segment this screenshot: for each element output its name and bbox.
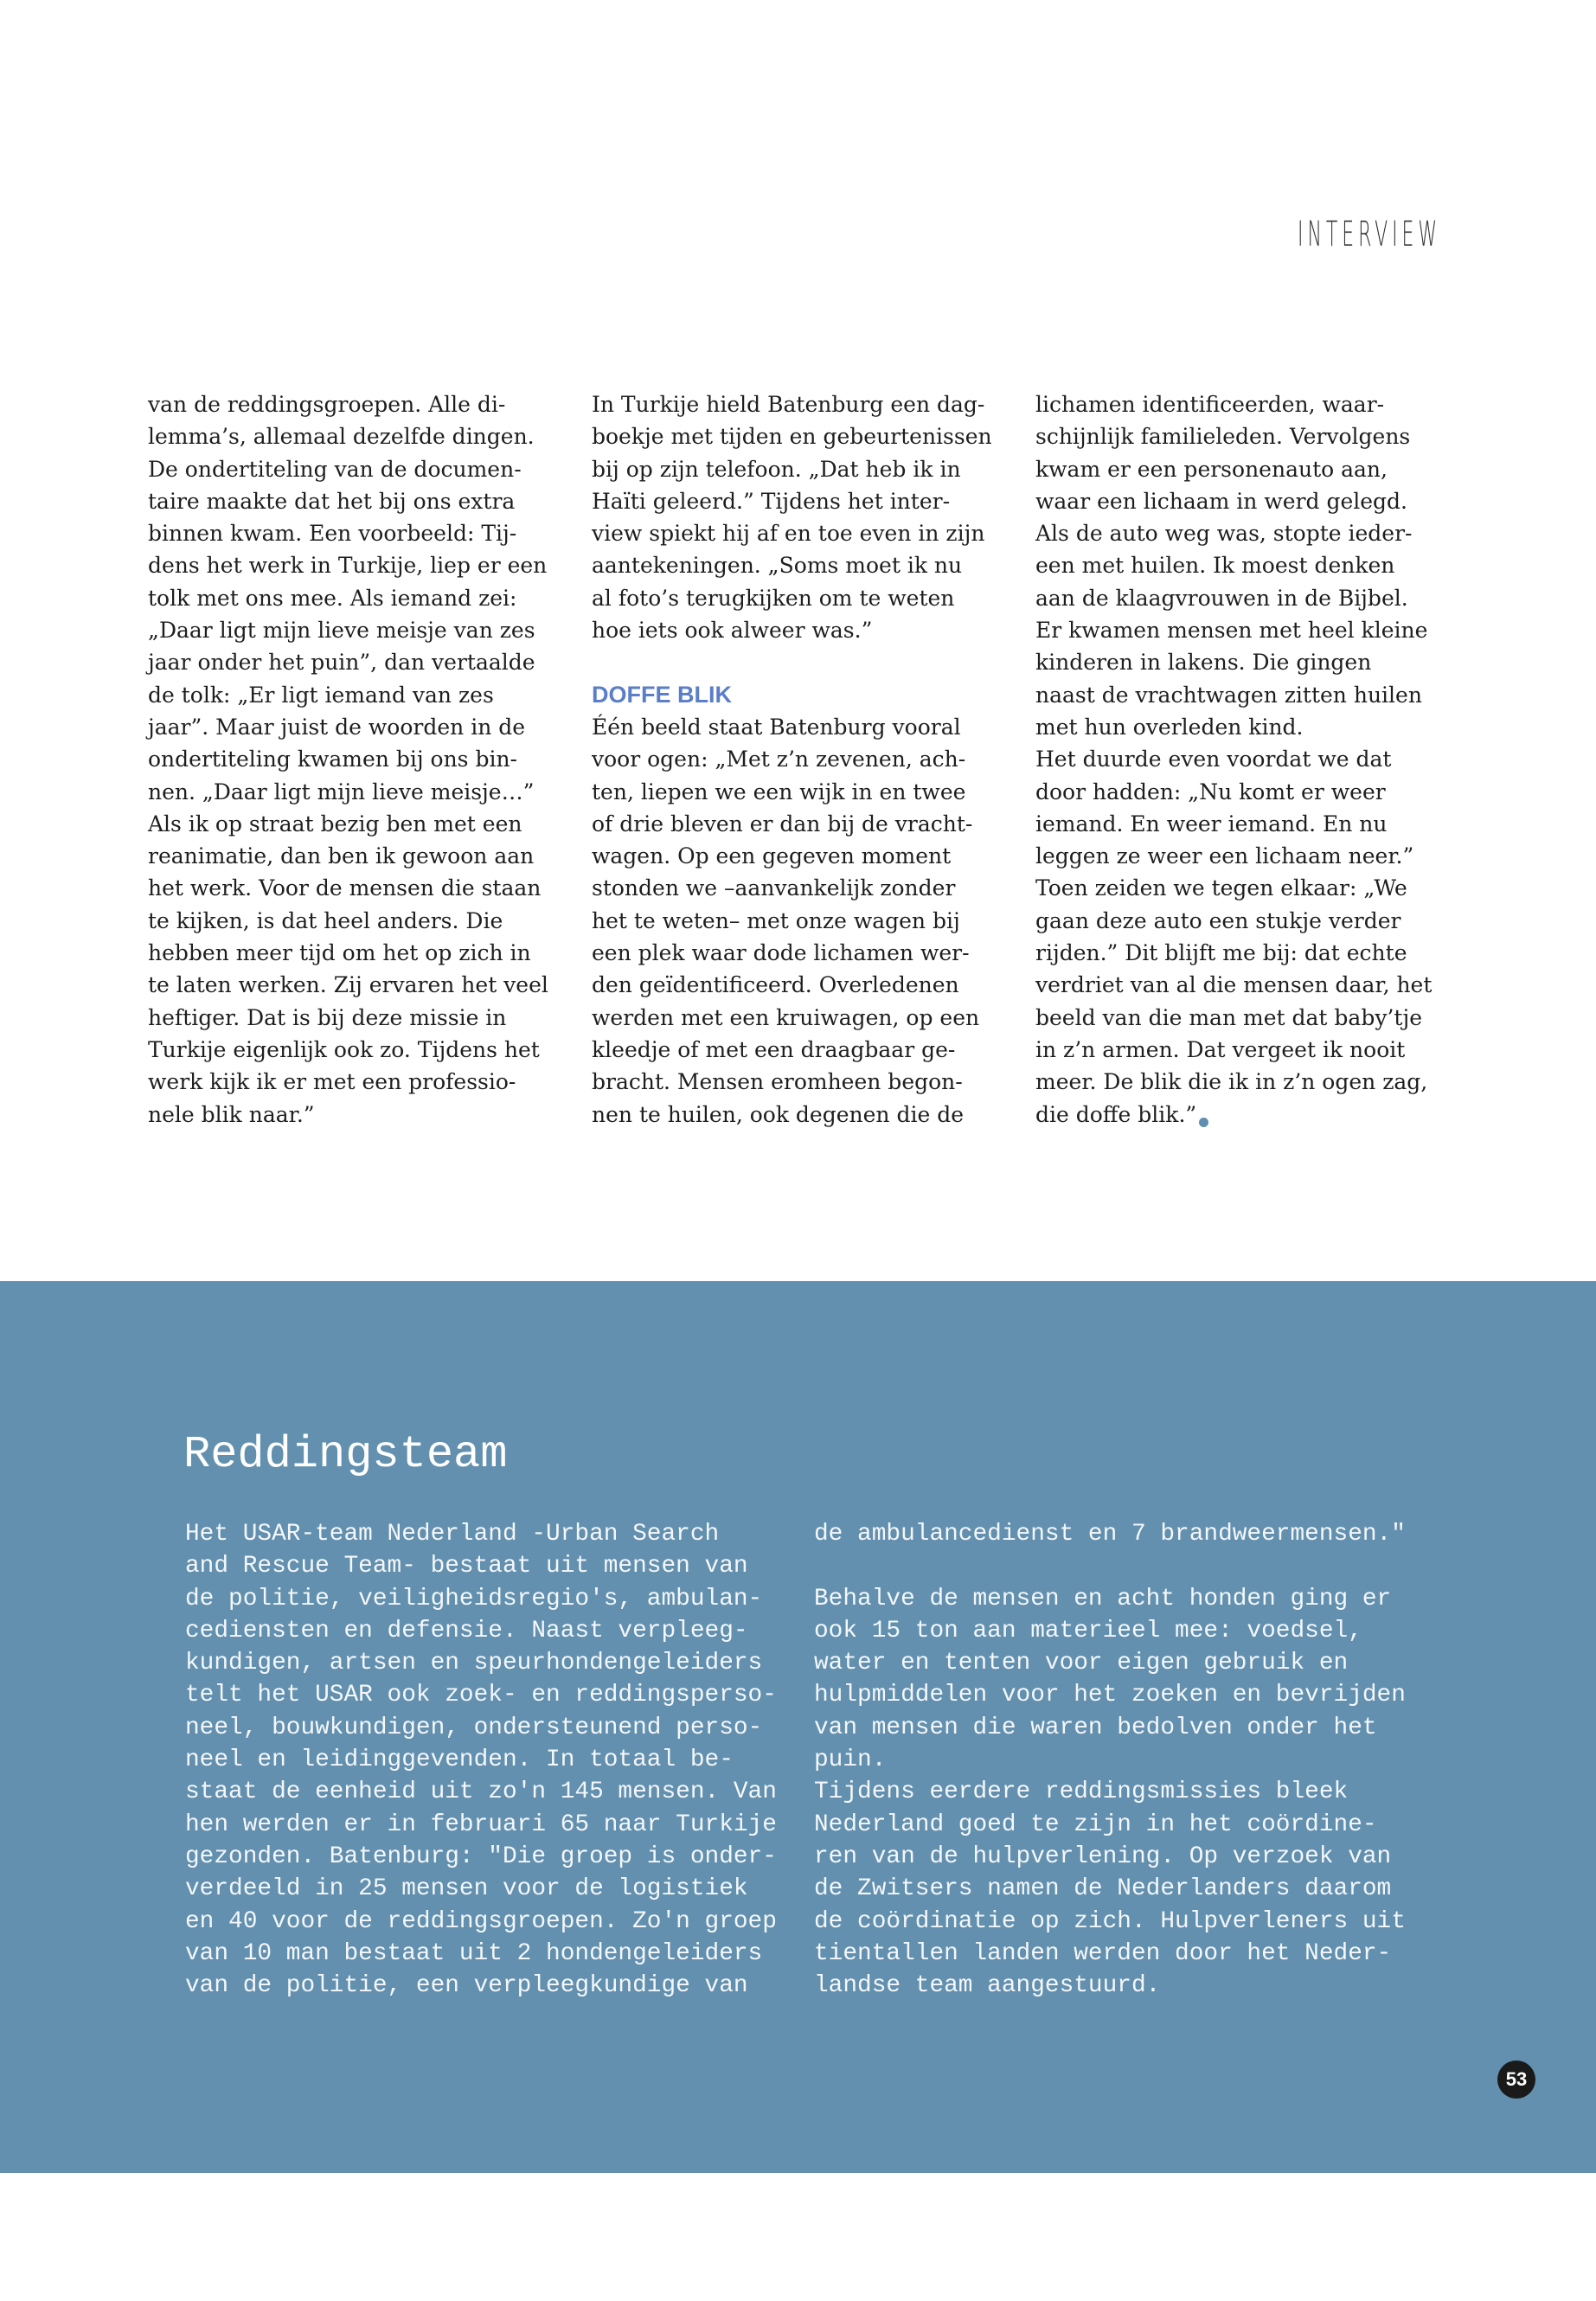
text-line: binnen kwam. Een voorbeeld: Tij- bbox=[148, 521, 517, 547]
text-line: te kijken, is dat heel anders. Die bbox=[148, 907, 503, 933]
text-line: of drie bleven er dan bij de vracht- bbox=[592, 811, 973, 836]
text-line: bracht. Mensen eromheen begon- bbox=[592, 1069, 963, 1095]
text-line: kleedje of met een draagbaar ge- bbox=[592, 1036, 956, 1062]
text-line: die doffe blik.” bbox=[1035, 1099, 1432, 1131]
text-line: hen werden er in februari 65 naar Turkije bbox=[185, 1811, 777, 1838]
text-line: naast de vrachtwagen zitten huilen bbox=[1035, 682, 1422, 708]
text-line: hebben meer tijd om het op zich in bbox=[148, 940, 531, 966]
text-line: nele blik naar.” bbox=[148, 1101, 315, 1127]
text-line: heftiger. Dat is bij deze missie in bbox=[148, 1004, 507, 1030]
text-line: Tijdens eerdere reddingsmissies bleek bbox=[814, 1779, 1349, 1806]
text-line: ondertiteling kwamen bij ons bin- bbox=[148, 747, 518, 772]
text-line: rijden.” Dit blijft me bij: dat echte bbox=[1035, 940, 1407, 966]
text-line: tientallen landen werden door het Neder- bbox=[814, 1939, 1392, 1967]
text-line: taire maakte dat het bij ons extra bbox=[148, 488, 516, 514]
text-line: Toen zeiden we tegen elkaar: „We bbox=[1035, 875, 1407, 901]
text-line: de tolk: „Er ligt iemand van zes bbox=[148, 682, 494, 708]
text-line: Één beeld staat Batenburg vooral bbox=[592, 714, 961, 740]
text-line: de coördinatie op zich. Hulpverleners uit bbox=[814, 1907, 1406, 1935]
article-column-2-bottom bbox=[592, 711, 992, 1131]
text-line: waar een lichaam in werd gelegd. bbox=[1035, 488, 1407, 514]
text-line: jaar onder het puin”, dan vertaalde bbox=[148, 650, 535, 676]
text-line: dens het werk in Turkije, liep er een bbox=[148, 553, 548, 579]
text-line: een plek waar dode lichamen wer- bbox=[592, 940, 970, 966]
text-line: werk kijk ik er met een professio- bbox=[148, 1069, 516, 1095]
text-line: meer. De blik die ik in z’n ogen zag, bbox=[1035, 1069, 1428, 1095]
text-line: in z’n armen. Dat vergeet ik nooit bbox=[1035, 1036, 1406, 1062]
text-line: Het duurde even voordat we dat bbox=[1035, 747, 1392, 772]
article-column-2 bbox=[592, 388, 992, 1131]
text-line: kinderen in lakens. Die gingen bbox=[1035, 650, 1372, 676]
article-column-1 bbox=[148, 388, 548, 1131]
text-line: ook 15 ton aan materieel mee: voedsel, bbox=[814, 1617, 1362, 1644]
text-line: en 40 voor de reddingsgroepen. Zo'n groep bbox=[185, 1907, 777, 1935]
text-line: Behalve de mensen en acht honden ging er bbox=[814, 1585, 1392, 1612]
text-line: telt het USAR ook zoek- en reddingsperso- bbox=[185, 1682, 777, 1709]
text-line: van mensen die waren bedolven onder het bbox=[814, 1714, 1377, 1741]
text-line: beeld van die man met dat baby’tje bbox=[1035, 1004, 1422, 1030]
text-line: Het USAR-team Nederland -Urban Search bbox=[185, 1521, 720, 1548]
text-line: de politie, veiligheidsregio's, ambulan- bbox=[185, 1585, 763, 1612]
text-line: schijnlijk familieleden. Vervolgens bbox=[1035, 424, 1411, 450]
text-line: puin. bbox=[814, 1747, 887, 1774]
text-line: het werk. Voor de mensen die staan bbox=[148, 875, 542, 901]
text-line: ren van de hulpverlening. Op verzoek van bbox=[814, 1843, 1392, 1870]
box-title: Reddingsteam bbox=[183, 1429, 508, 1480]
text-line: boekje met tijden en gebeurtenissen bbox=[592, 424, 992, 450]
text-line: and Rescue Team- bestaat uit mensen van bbox=[185, 1553, 748, 1580]
text-line: van de politie, een verpleegkundige van bbox=[185, 1972, 748, 2000]
text-line: nen te huilen, ook degenen die de bbox=[592, 1101, 964, 1127]
text-line bbox=[814, 1550, 1406, 1582]
text-line: met hun overleden kind. bbox=[1035, 714, 1304, 740]
text-line: Als ik op straat bezig ben met een bbox=[148, 811, 522, 836]
text-line: Er kwamen mensen met heel kleine bbox=[1035, 618, 1428, 644]
text-line: een met huilen. Ik moest denken bbox=[1035, 553, 1395, 579]
text-line: Nederland goed te zijn in het coördine- bbox=[814, 1811, 1377, 1838]
text-line: het te weten– met onze wagen bij bbox=[592, 907, 960, 933]
text-line: Als de auto weg was, stopte ieder- bbox=[1035, 521, 1413, 547]
text-line: view spiekt hij af en toe even in zijn bbox=[592, 521, 985, 547]
text-line: lichamen identificeerden, waar- bbox=[1035, 392, 1385, 417]
text-line: hoe iets ook alweer was.” bbox=[592, 618, 873, 644]
section-label: INTERVIEW bbox=[1298, 215, 1442, 254]
text-line: te laten werken. Zij ervaren het veel bbox=[148, 972, 548, 998]
spacer bbox=[592, 646, 992, 678]
text-line: door hadden: „Nu komt er weer bbox=[1035, 779, 1386, 804]
text-line: leggen ze weer een lichaam neer.” bbox=[1035, 843, 1414, 869]
text-line: tolk met ons mee. Als iemand zei: bbox=[148, 585, 517, 611]
text-line: de Zwitsers namen de Nederlanders daarom bbox=[814, 1875, 1392, 1903]
article-column-2-top bbox=[592, 388, 992, 646]
text-line: „Daar ligt mijn lieve meisje van zes bbox=[148, 618, 535, 644]
article-column-3 bbox=[1035, 388, 1432, 1131]
text-line: neel en leidinggevenden. In totaal be- bbox=[185, 1747, 734, 1774]
text-line: De ondertiteling van de documen- bbox=[148, 456, 522, 482]
text-line: verdeeld in 25 mensen voor de logistiek bbox=[185, 1875, 748, 1903]
text-line: aan de klaagvrouwen in de Bijbel. bbox=[1035, 585, 1408, 611]
text-line: neel, bouwkundigen, ondersteunend perso- bbox=[185, 1714, 763, 1741]
text-line: stonden we –aanvankelijk zonder bbox=[592, 875, 956, 901]
text-line: werden met een kruiwagen, op een bbox=[592, 1004, 980, 1030]
text-line: water en tenten voor eigen gebruik en bbox=[814, 1650, 1349, 1677]
box-column-2 bbox=[814, 1518, 1406, 2002]
text-line: al foto’s terugkijken om te weten bbox=[592, 585, 955, 611]
text-line: gezonden. Batenburg: "Die groep is onder- bbox=[185, 1843, 777, 1870]
text-line: lemma’s, allemaal dezelfde dingen. bbox=[148, 424, 535, 450]
page-number: 53 bbox=[1497, 2061, 1535, 2099]
text-line: aantekeningen. „Soms moet ik nu bbox=[592, 553, 963, 579]
text-line: landse team aangestuurd. bbox=[814, 1972, 1161, 2000]
text-line: iemand. En weer iemand. En nu bbox=[1035, 811, 1388, 836]
text-line: wagen. Op een gegeven moment bbox=[592, 843, 952, 869]
text-line: Haïti geleerd.” Tijdens het inter- bbox=[592, 488, 951, 514]
text-line: voor ogen: „Met z’n zevenen, ach- bbox=[592, 747, 966, 772]
text-line: Turkije eigenlijk ook zo. Tijdens het bbox=[148, 1036, 540, 1062]
text-line: van de reddingsgroepen. Alle di- bbox=[148, 392, 506, 417]
text-line: hulpmiddelen voor het zoeken en bevrijden bbox=[814, 1682, 1406, 1709]
text-line: In Turkije hield Batenburg een dag- bbox=[592, 392, 985, 417]
text-line: bij op zijn telefoon. „Dat heb ik in bbox=[592, 456, 961, 482]
text-line: kundigen, artsen en speurhondengeleiders bbox=[185, 1650, 763, 1677]
text-line: gaan deze auto een stukje verder bbox=[1035, 907, 1401, 933]
text-line: nen. „Daar ligt mijn lieve meisje…” bbox=[148, 779, 535, 804]
text-line: reanimatie, dan ben ik gewoon aan bbox=[148, 843, 535, 869]
text-line: jaar”. Maar juist de woorden in de bbox=[148, 714, 526, 740]
text-line: de ambulancedienst en 7 brandweermensen." bbox=[814, 1521, 1406, 1548]
subheading: DOFFE BLIK bbox=[592, 681, 732, 708]
text-line: kwam er een personenauto aan, bbox=[1035, 456, 1388, 482]
text-line: van 10 man bestaat uit 2 hondengeleiders bbox=[185, 1939, 763, 1967]
box-column-1 bbox=[185, 1518, 777, 2002]
text-line: den geïdentificeerd. Overledenen bbox=[592, 972, 959, 998]
end-of-article-dot-icon bbox=[1199, 1118, 1208, 1127]
text-line: verdriet van al die mensen daar, het bbox=[1035, 972, 1433, 998]
text-line: staat de eenheid uit zo'n 145 mensen. Van bbox=[185, 1779, 777, 1806]
text-line: cediensten en defensie. Naast verpleeg- bbox=[185, 1617, 748, 1644]
text-line: ten, liepen we een wijk in en twee bbox=[592, 779, 966, 804]
